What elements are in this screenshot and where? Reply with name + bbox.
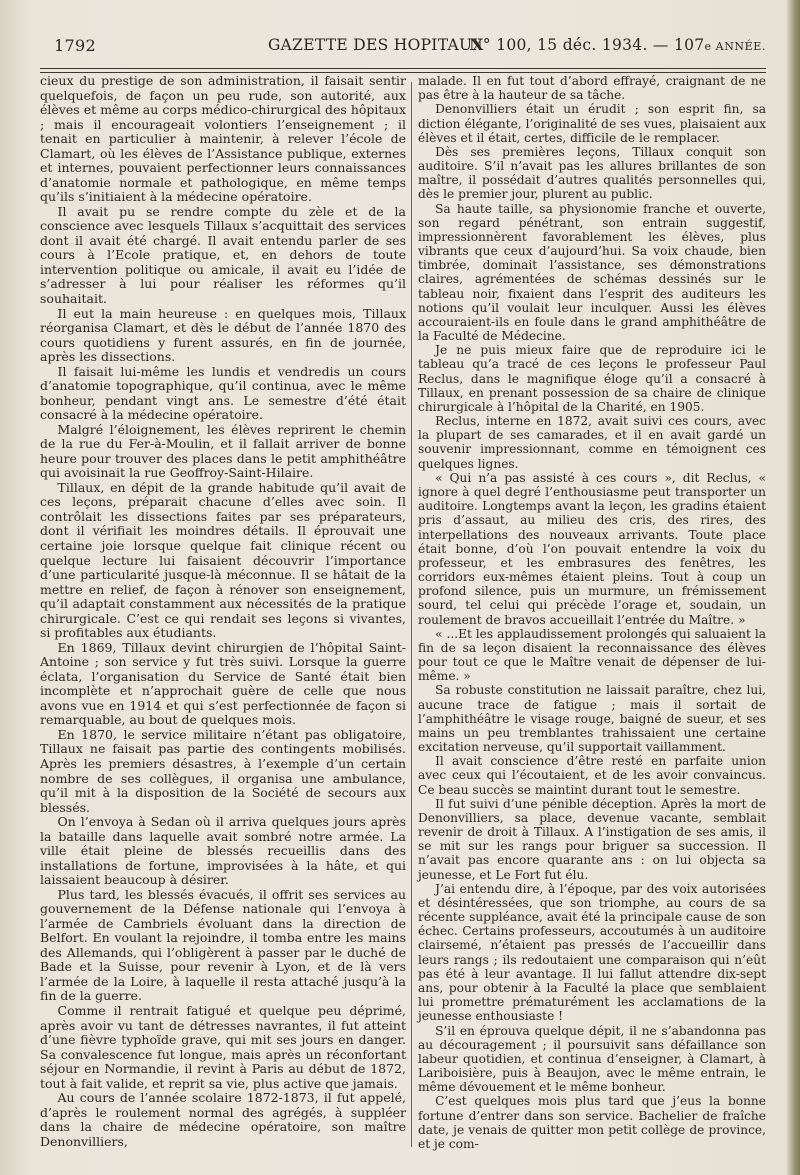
issue-year-suffix: e ANNÉE. <box>704 40 766 53</box>
paragraph: « ...Et les applaudissement prolongés qui saluaient la fin de sa leçon disaient la reconnaissance des élèves pour tout ce que le Maître venait de dépenser de lui-même. » <box>418 626 766 684</box>
left-column <box>40 74 406 1159</box>
paragraph: S’il en éprouva quelque dépit, il ne s’abandonna pas au découragement ; il poursuivit sans défaillance son labeur quotidien, et continua d’enseigner, à Clamart, à Lariboisière, puis à Beaujon, avec le même entrain, le même dévouement et le même bonheur. <box>418 1023 766 1095</box>
paragraph: cieux du prestige de son administration, il faisait sentir quelquefois, de façon un peu rude, son autorité, aux élèves et même au corps médico-chirurgical des hôpitaux ; mais il encourageait volontiers l’enseignement ; il tenait en particulier à maintenir, à relever l’école de Clamart, où les élèves de l’Assistance publique, externes et internes, pouvaient perfectionner leurs connaissances d’anatomie normale et pathologique, en même temps qu’ils s’initiaient à la médecine opératoire. <box>40 73 406 205</box>
paragraph: malade. Il en fut tout d’abord effrayé, craignant de ne pas être à la hauteur de sa tâche. <box>418 74 766 103</box>
header-rule <box>40 68 766 69</box>
issue-info <box>469 36 766 54</box>
paragraph: Je ne puis mieux faire que de reproduire ici le tableau qu’a tracé de ces leçons le professeur Paul Reclus, dans le magnifique éloge qu’il a consacré à Tillaux, en prenant possession de sa chaire de clinique chirurgicale à l’hôpital de la Charité, en 1905. <box>418 343 766 414</box>
page-edge <box>786 0 800 1175</box>
page-number: 1792 <box>54 36 96 55</box>
journal-title: GAZETTE DES HOPITAUX <box>268 36 484 54</box>
paragraph: En 1869, Tillaux devint chirurgien de l’hôpital Saint-Antoine ; son service y fut très suivi. Lorsque la guerre éclata, l’organisation du Service de Santé était bien incomplète et n’approchait guère de celle que nous avons vue en 1914 et qui s’est perfectionnée de façon si remarquable, au bout de quelques mois. <box>40 639 406 728</box>
paragraph: Comme il rentrait fatigué et quelque peu déprimé, après avoir vu tant de détresses navrantes, il fut atteint d’une fièvre typhoïde grave, qui mit ses jours en danger. Sa convalescence fut longue, mais après un réconfortant séjour en Normandie, il revint à Paris au début de 1872, tout à fait valide, et reprit sa vie, plus active que jamais. <box>40 1003 406 1091</box>
paragraph: J’ai entendu dire, à l’époque, par des voix autorisées et désintéressées, que son triomphe, au cours de sa récente suppléance, avait été la principale cause de son échec. Certains professeurs, accoutumés à un auditoire clairsemé, n’étaient pas pressés de l’accueillir dans leurs rangs ; ils redoutaient une comparaison qui n’eût pas été à leur avantage. Il lui fallut attendre dix-sept ans, pour obtenir à la Faculté la place que semblaient lui promettre prématurément les acclamations de la jeunesse enthousiaste ! <box>418 881 766 1024</box>
paragraph: Sa robuste constitution ne laissait paraître, chez lui, aucune trace de fatigue ; mais il sortait de l’amphithéâtre le visage rouge, baigné de sueur, et ses mains un peu tremblantes trahissaient une certaine excitation nerveuse, qu’il supportait vaillamment. <box>418 683 766 755</box>
issue-date: N° 100, 15 déc. 1934. — 107 <box>469 36 705 54</box>
paragraph: Au cours de l’année scolaire 1872-1873, il fut appelé, d’après le roulement normal des agrégés, à suppléer dans la chaire de médecine opératoire, son maître Denonvilliers, <box>40 1090 406 1149</box>
paragraph: Il avait pu se rendre compte du zèle et de la conscience avec lesquels Tillaux s’acquittait des services dont il avait été chargé. Il avait entendu parler de ses cours à l’Ecole pratique, et, en dehors de toute intervention politique ou amicale, il avait eu l’idée de s’adresser à lui pour réaliser les réformes qu’il souhaitait. <box>40 203 406 306</box>
paragraph: Sa haute taille, sa physionomie franche et ouverte, son regard pénétrant, son entrain suggestif, impressionnèrent favorablement les élèves, plus vibrants que ceux d’aujourd’hui. Sa voix chaude, bien timbrée, dominait l’assistance, ses démonstrations claires, agrémentées de schémas dessinés sur le tableau noir, fixaient dans l’esprit des auditeurs les notions qu’il voulait leur inculquer. Aussi les élèves accouraient-ils en foule dans le grand amphithéâtre de la Faculté de Médecine. <box>418 201 766 344</box>
paragraph: Plus tard, les blessés évacués, il offrit ses services au gouvernement de la Défense nationale qui l’envoya à l’armée de Cambriels évoluant dans la direction de Belfort. En voulant la rejoindre, il tomba entre les mains des Allemands, qui l’obligèrent à passer par le duché de Bade et la Suisse, pour revenir à Lyon, et de là vers l’armée de la Loire, à laquelle il resta attaché jusqu’à la fin de la guerre. <box>40 886 406 1004</box>
paragraph: Dès ses premières leçons, Tillaux conquit son auditoire. S’il n’avait pas les allures brillantes de son maître, il possédait d’autres qualités personnelles qui, dès le premier jour, plurent au public. <box>418 144 766 202</box>
right-column <box>418 74 766 1159</box>
paragraph: En 1870, le service militaire n’étant pas obligatoire, Tillaux ne faisait pas partie des contingents mobilisés. Après les premiers désastres, à l’exemple d’un certain nombre de ses collègues, il organisa une ambulance, qu’il mit à la disposition de la Société de secours aux blessés. <box>40 726 406 815</box>
paragraph: « Qui n’a pas assisté à ces cours », dit Reclus, « ignore à quel degré l’enthousiasme peut transporter un auditoire. Longtemps avant la leçon, les gradins étaient pris d’assaut, au milieu des cris, des rires, des interpellations des nouveaux arrivants. Toute place était bonne, d’où l’on pouvait entendre la voix du professeur, et les embrasures des fenêtres, les corridors eux-mêmes étaient pleins. Tout à coup un profond silence, puis un murmure, un frémissement sourd, tel celui qui précède l’orage et, soudain, un roulement de bravos accueillait l’entrée du Maître. » <box>418 470 766 627</box>
paragraph: Il eut la main heureuse : en quelques mois, Tillaux réorganisa Clamart, et dès le début de l’année 1870 des cours quotidiens y furent assurés, en fin de journée, après les dissections. <box>40 305 406 365</box>
paragraph: Malgré l’éloignement, les élèves reprirent le chemin de la rue du Fer-à-Moulin, et il fallait arriver de bonne heure pour trouver des places dans le petit amphithéâtre qui avoisinait la rue Geoffroy-Saint-Hilaire. <box>40 421 406 481</box>
page-header <box>40 36 766 58</box>
paragraph: On l’envoya à Sedan où il arriva quelques jours après la bataille dans laquelle avait sombré notre armée. La ville était pleine de blessés recueillis dans des installations de fortune, improvisées à la hâte, et qui laissaient beaucoup à désirer. <box>40 814 406 888</box>
paragraph: Reclus, interne en 1872, avait suivi ces cours, avec la plupart de ses camarades, et il en avait gardé un souvenir impressionnant, comme en témoignent ces quelques lignes. <box>418 414 766 471</box>
paragraph: Tillaux, en dépit de la grande habitude qu’il avait de ces leçons, préparait chacune d’elles avec soin. Il contrôlait les dissections faites par ses préparateurs, dont il vérifiait les moindres détails. Il éprouvait une certaine joie lorsque quelque fait clinique récent ou quelque lecture lui faisaient découvrir l’importance d’une particularité jusque-là méconnue. Il se hâtait de la mettre en relief, de façon à rénover son enseignement, qu’il adaptait constamment aux nécessités de la pratique chirurgicale. C’est ce qui rendait ses leçons si vivantes, si profitables aux étudiants. <box>40 479 406 641</box>
paragraph: Il avait conscience d’être resté en parfaite union avec ceux qui l’écoutaient, et de les avoir convaincus. Ce beau succès se maintint durant tout le semestre. <box>418 754 766 797</box>
paragraph: C’est quelques mois plus tard que j’eus la bonne fortune d’entrer dans son service. Bachelier de fraîche date, je venais de quitter mon petit collège de province, et je com- <box>418 1094 766 1151</box>
paragraph: Il faisait lui-même les lundis et vendredis un cours d’anatomie topographique, qu’il continua, avec le même bonheur, pendant vingt ans. Le semestre d’été était consacré à la médecine opératoire. <box>40 363 406 423</box>
paragraph: Denonvilliers était un érudit ; son esprit fin, sa diction élégante, l’originalité de ses vues, plaisaient aux élèves et il était, certes, difficile de le remplacer. <box>418 102 766 145</box>
column-divider <box>411 82 412 1147</box>
paragraph: Il fut suivi d’une pénible déception. Après la mort de Denonvilliers, sa place, devenue vacante, semblait revenir de droit à Tillaux. A l’instigation de ses amis, il se mit sur les rangs pour briguer sa succession. Il n’avait pas encore quarante ans : on lui objecta sa jeunesse, et Le Fort fut élu. <box>418 796 766 882</box>
